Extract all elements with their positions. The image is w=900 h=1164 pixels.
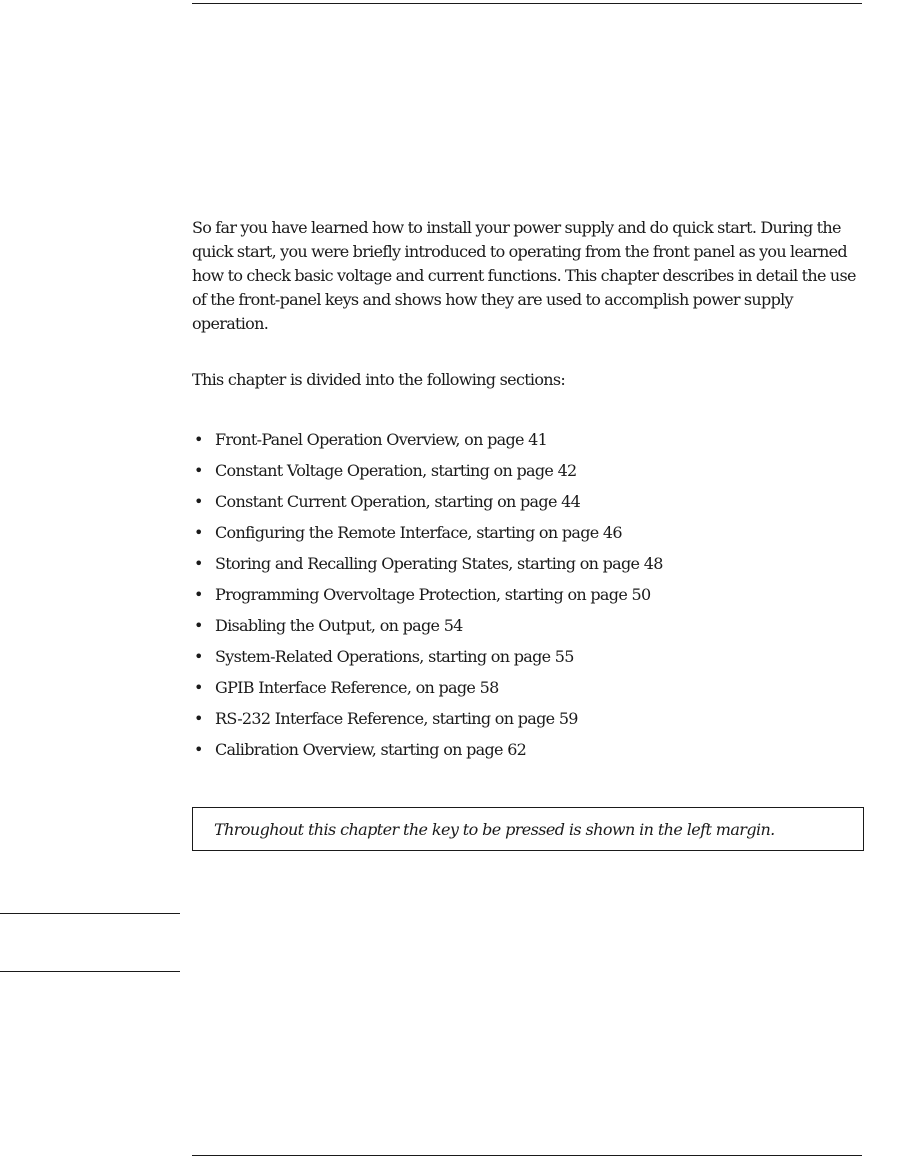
bullet-icon: • [194, 709, 203, 728]
list-item [192, 552, 663, 583]
margin-rule-upper [0, 913, 180, 914]
bullet-icon: • [194, 585, 203, 604]
list-item [192, 428, 663, 459]
list-item-text: Disabling the Output, on page 54 [215, 616, 463, 635]
list-item-text: Constant Current Operation, starting on page 44 [215, 492, 581, 511]
intro-paragraph: So far you have learned how to install your power supply and do quick start. During the quick start, you were briefly introduced to operating from the front panel as you learned how to check basic voltage and current functions. This chapter describes in detail the use of the front-panel keys and shows how they are used to accomplish power supply operation. [192, 218, 856, 333]
note-text: Throughout this chapter the key to be pressed is shown in the left margin. [214, 820, 775, 839]
list-item-text: Storing and Recalling Operating States, starting on page 48 [215, 554, 663, 573]
bullet-icon: • [194, 740, 203, 759]
bottom-rule [192, 1155, 862, 1156]
list-item-text: RS-232 Interface Reference, starting on page 59 [215, 709, 578, 728]
list-item-text: Constant Voltage Operation, starting on page 42 [215, 461, 577, 480]
bullet-icon: • [194, 430, 203, 449]
list-item [192, 459, 663, 490]
list-item [192, 490, 663, 521]
bullet-icon: • [194, 492, 203, 511]
sections-lead: This chapter is divided into the following sections: [192, 370, 566, 389]
list-item [192, 738, 663, 769]
bullet-icon: • [194, 554, 203, 573]
list-item-text: Configuring the Remote Interface, starting on page 46 [215, 523, 622, 542]
list-item [192, 614, 663, 645]
list-item-text: GPIB Interface Reference, on page 58 [215, 678, 499, 697]
margin-rule-lower [0, 971, 180, 972]
list-item-text: Calibration Overview, starting on page 62 [215, 740, 527, 759]
list-item [192, 521, 663, 552]
bullet-icon: • [194, 523, 203, 542]
list-item-text: Programming Overvoltage Protection, starting on page 50 [215, 585, 651, 604]
list-item [192, 676, 663, 707]
section-list [192, 428, 663, 769]
list-item [192, 707, 663, 738]
list-item-text: Front-Panel Operation Overview, on page 41 [215, 430, 548, 449]
bullet-icon: • [194, 461, 203, 480]
bullet-icon: • [194, 616, 203, 635]
bullet-icon: • [194, 678, 203, 697]
list-item-text: System-Related Operations, starting on page 55 [215, 647, 574, 666]
top-rule [192, 3, 862, 4]
list-item [192, 583, 663, 614]
note-box [192, 807, 864, 851]
bullet-icon: • [194, 647, 203, 666]
list-item [192, 645, 663, 676]
